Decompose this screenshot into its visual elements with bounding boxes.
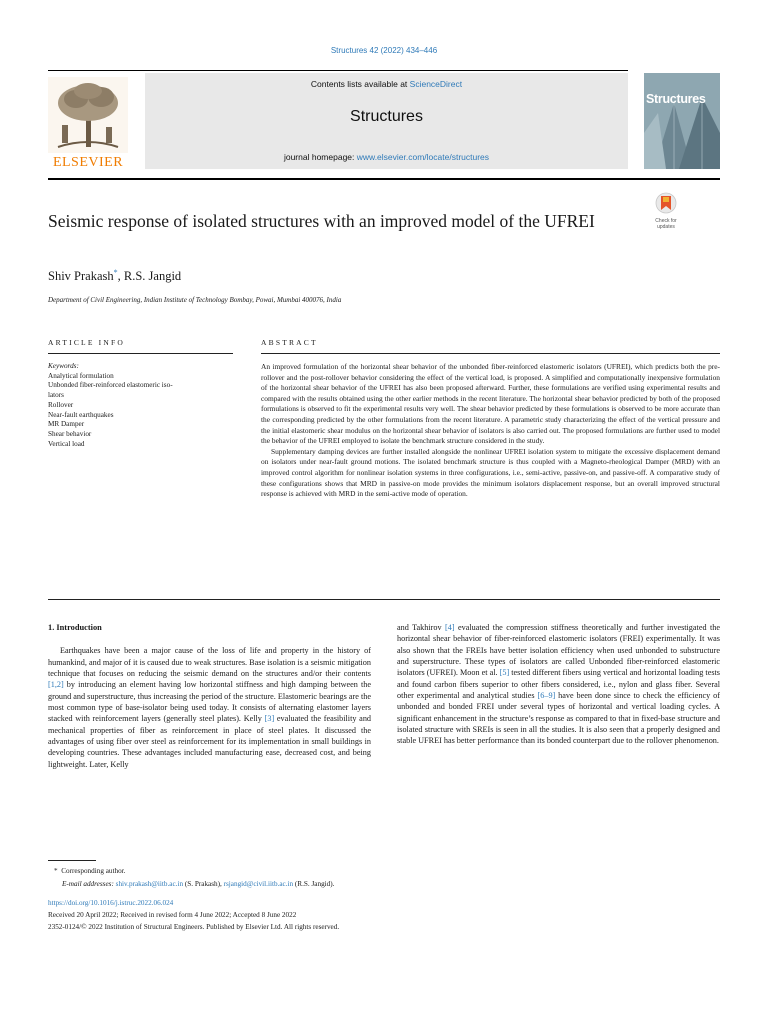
abstract-heading: ABSTRACT	[261, 338, 318, 347]
author-list	[48, 268, 181, 284]
tree-icon	[48, 77, 128, 153]
body-column-left	[48, 622, 371, 770]
copyright-line: 2352-0124/© 2022 Institution of Structural Engineers. Published by Elsevier Ltd. All rights reserved.	[48, 923, 340, 931]
intro-text: evaluated the compression stiffness theoretically and further investigated the horizontal shear behavior of fiber-reinforced elastomeric isolators (FREI) experimentally. It was also shown that the FREIs have better isolation efficiency when used unbonded to substructure and superstructure. These types of isolators are called Unbonded fiber-reinforced elastomeric isolators (UFREI). Moon et al.	[397, 623, 720, 678]
doi-line	[48, 898, 173, 908]
keyword-item: Unbonded fiber-reinforced elastomeric iso-	[48, 381, 173, 390]
reference-link[interactable]: [4]	[445, 623, 455, 632]
email-name-1: (S. Prakash),	[183, 880, 224, 888]
email-link-1[interactable]: shiv.prakash@iitb.ac.in	[115, 880, 184, 888]
homepage-link[interactable]: www.elsevier.com/locate/structures	[356, 152, 490, 162]
reference-link[interactable]: [1,2]	[48, 680, 64, 690]
body-column-right	[397, 622, 720, 747]
reference-link[interactable]: [3]	[264, 714, 275, 724]
author-2[interactable]: R.S. Jangid	[123, 269, 182, 284]
reference-link[interactable]: [5]	[499, 668, 510, 678]
article-info-rule	[48, 353, 233, 354]
article-title: Seismic response of isolated structures with an improved model of the UFREI	[48, 211, 595, 231]
intro-text: tested different fibers using vertical and horizontal loading tests and found carbon fibers superior to other fibers considered, i.e., nylon and glass fiber. Several other experimental and analytical studies	[397, 668, 720, 701]
intro-text: by introducing an element having low horizontal stiffness and high damping between the ground and superstructure, thus increasing the period of the structure. Elastomeric bearings are the most common type of base-isolator being used today. It consists of alternating elastomer layers stacked with reinforcement layers (generally steel plates). Kelly	[48, 680, 371, 724]
contents-prefix: Contents lists available at	[310, 79, 410, 89]
footnote-mark: *	[54, 867, 58, 875]
author-separator: ,	[117, 269, 124, 284]
check-for-updates-badge[interactable]	[646, 192, 686, 232]
reference-link[interactable]: [6–9]	[537, 691, 556, 701]
received-line: Received 20 April 2022; Received in revised form 4 June 2022; Accepted 8 June 2022	[48, 911, 297, 919]
abstract-body	[261, 362, 720, 500]
journal-masthead	[48, 73, 720, 170]
corresponding-author-mark[interactable]: *	[113, 268, 118, 277]
affiliation: Department of Civil Engineering, Indian Institute of Technology Bombay, Powai, Mumbai 400076, India	[48, 296, 342, 304]
sciencedirect-link[interactable]: ScienceDirect	[409, 79, 463, 89]
abstract-paragraph-1: An improved formulation of the horizontal shear behavior of the unbonded fiber-reinforced elastomeric isolators (UFREI), which predicts both the pre-rollover and the post-rollover behavior considering the effect of the vertical load, is proposed. A simplified and computationally inexpensive formulation of the horizontal shear behavior of the UFREI has also been proposed afterward. Further, these formulations are verified using experimental results and compared with the results obtained using the other earlier methods in the recent literature. The horizontal shear behavior predicted by both of the proposed formulations is observed to fit the experimental results very well. The shear behavior predicted by these formulations is observed to be more accurate than the corresponding predicted by the other formulations from the recent literature. A parametric study characterizing the effect of the vertical pressure and the initial elastomeric shear modulus on the horizontal shear behavior of isolators is also carried out. The proposed formulations are further used to model the behavior of the UFREI employed to isolate the benchmark structure considered in the study.	[261, 362, 720, 446]
abstract-paragraph-2: Supplementary damping devices are further installed alongside the nonlinear UFREI isolation system to mitigate the excessive displacement demand on isolators under near-fault ground motions. The isolated benchmark structure is thus coupled with a Magneto-rheological Damper (MRD) with an improved control algorithm for nonlinear isolation systems in three configurations, i.e., semi-active, passive-on, and passive-off. A comparative study of these configurations shows that MRD in passive-on mode provides the minimum isolators displacement response, but an overall improved structural response is achieved with MRD in the semi-active mode of operation.	[261, 446, 720, 499]
bookmark-icon	[655, 192, 677, 214]
corresponding-footnote	[54, 866, 125, 876]
badge-line2: updates	[657, 223, 675, 230]
badge-line1: Check for	[655, 218, 677, 224]
email-name-2: (R.S. Jangid).	[293, 880, 335, 888]
keyword-item: Vertical load	[48, 439, 85, 448]
keyword-item: Analytical formulation	[48, 371, 114, 380]
abstract-rule	[261, 353, 720, 354]
keywords-label: Keywords:	[48, 362, 79, 370]
email-link-2[interactable]: rsjangid@civil.iitb.ac.in	[223, 880, 294, 888]
keyword-item: lators	[48, 391, 64, 400]
email-label: E-mail addresses:	[62, 880, 116, 888]
article-info-heading: ARTICLE INFO	[48, 338, 125, 347]
building-photo-icon	[644, 73, 720, 169]
publisher-name: ELSEVIER	[52, 155, 124, 170]
journal-cover-image[interactable]	[644, 73, 720, 169]
keywords-block	[48, 362, 228, 449]
homepage-prefix: journal homepage:	[283, 152, 357, 162]
intro-text: Earthquakes have been a major cause of the loss of life and property in the history of humankind, and major of it is caused due to weak structures. Base isolation is a seismic mitigation technique that focuses on reducing the seismic demand on the structures and/or their contents	[48, 646, 371, 679]
abstract-bottom-rule	[48, 599, 720, 600]
masthead-bottom-rule	[48, 178, 720, 180]
journal-title: Structures	[350, 108, 423, 125]
intro-paragraph-1	[48, 645, 371, 770]
intro-paragraph-1-cont	[397, 622, 720, 747]
keyword-item: Rollover	[48, 400, 74, 409]
doi-link[interactable]: https://doi.org/10.1016/j.istruc.2022.06.024	[48, 899, 174, 907]
footnote-rule	[48, 860, 96, 861]
elsevier-logo[interactable]	[48, 77, 128, 169]
footnote-text: Corresponding author.	[61, 867, 126, 875]
keyword-item: Shear behavior	[48, 429, 92, 438]
journal-citation[interactable]: Structures 42 (2022) 434–446	[330, 46, 438, 55]
journal-banner	[145, 73, 628, 169]
contents-line	[145, 79, 628, 89]
intro-text: and Takhirov	[397, 623, 445, 632]
homepage-line	[145, 152, 628, 162]
section-heading-introduction: 1. Introduction	[48, 623, 102, 632]
email-footnote	[62, 879, 334, 889]
cover-title: Structures	[646, 92, 706, 106]
keyword-item: MR Damper	[48, 420, 85, 429]
top-rule	[48, 70, 628, 71]
author-1[interactable]: Shiv Prakash	[48, 269, 114, 284]
intro-text: evaluated the feasibility and mechanical properties of fiber as reinforcement in place of steel plates. It discussed the advantages of using fiber over steel as reinforcement for its implementation in small buildings in developing countries. These advantages included manufacturing ease, decreased cost, and being lightweight. Later, Kelly	[48, 714, 372, 769]
keyword-item: Near-fault earthquakes	[48, 410, 114, 419]
intro-text: have been done since to check the efficiency of unbonded and bonded FREI under several types of horizontal and vertical loading cycles. A significant enhancement in the structure’s response as compared to that in fixed-base structure and isolated structure with SREIs is seen in all the studies. It is also seen that a properly designed and stable UFREI has better performance than its bonded counterpart due to the rollover phenomenon.	[397, 691, 720, 746]
